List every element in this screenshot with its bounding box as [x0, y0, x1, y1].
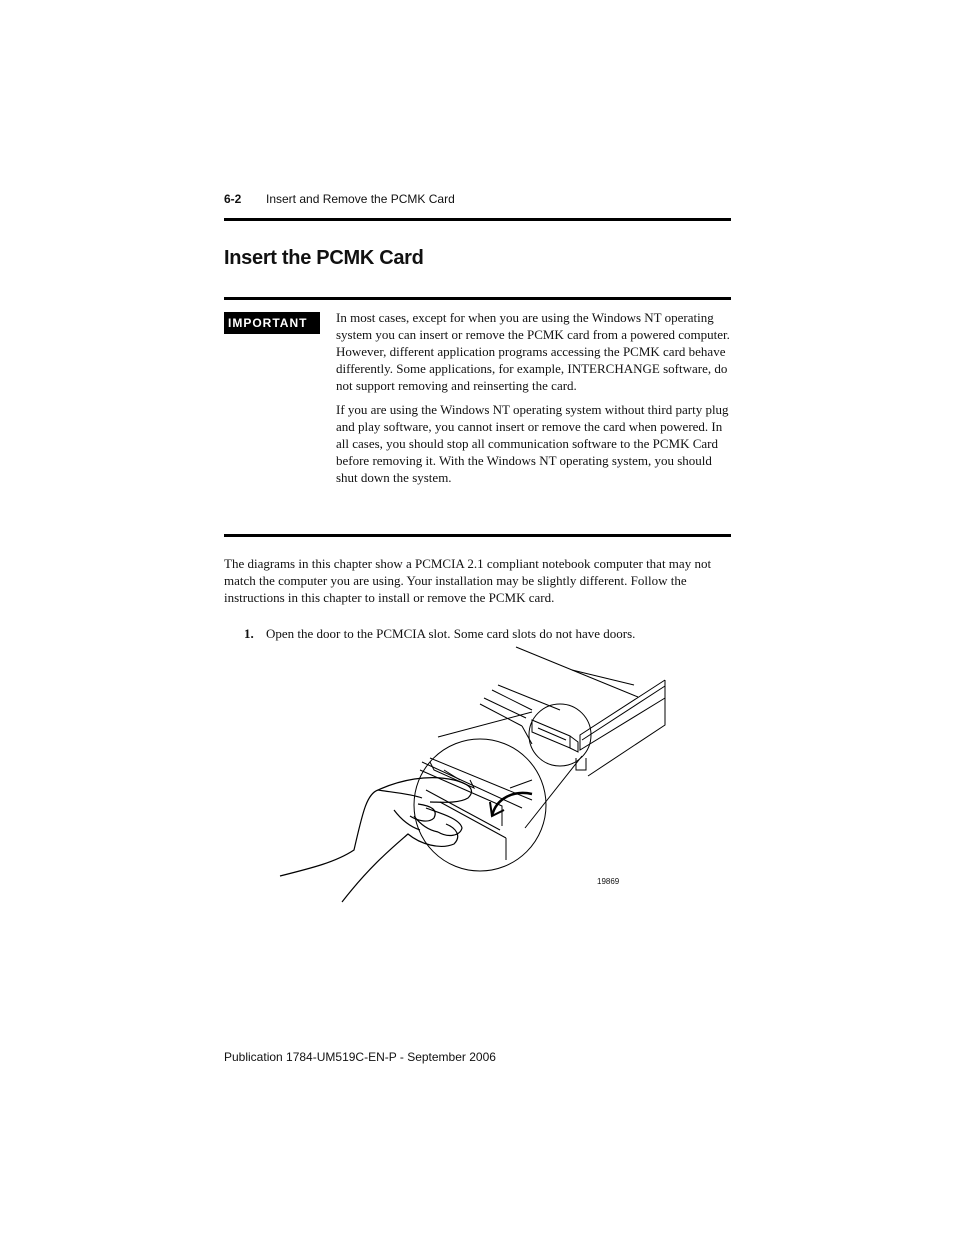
notebook-computer-illustration	[270, 640, 670, 910]
hand-icon	[280, 778, 472, 902]
important-paragraph-2: If you are using the Windows NT operating system without third party plug and play software, you cannot insert or remove the card when powered. In all cases, you should stop all communication software to the PCMK Card before removing it. With the Windows NT operating system, you should shut down the system.	[336, 402, 729, 485]
important-note	[224, 297, 731, 537]
section-title: Insert the PCMK Card	[224, 247, 424, 269]
page-footer: Publication 1784-UM519C-EN-P - September 2006	[224, 1050, 496, 1064]
step-text: Open the door to the PCMCIA slot. Some card slots do not have doors.	[266, 626, 636, 641]
page-number: 6-2	[224, 192, 242, 206]
important-note-text	[336, 309, 732, 493]
page-header	[224, 192, 731, 221]
figure-open-slot-door	[270, 640, 670, 910]
important-paragraph-1: In most cases, except for when you are using the Windows NT operating system you can insert or remove the PCMK card from a powered computer. However, different application programs accessing the PCMK card behave differently. Some applications, for example, INTERCHANGE software, do not support removing and reinserting the card.	[336, 310, 730, 393]
figure-id: 19869	[597, 877, 620, 886]
header-title: Insert and Remove the PCMK Card	[266, 192, 455, 206]
intro-paragraph: The diagrams in this chapter show a PCMCIA 2.1 compliant notebook computer that may not match the computer you are using. Your installation may be slightly different. Follow the instructions in this chapter to install or remove the PCMK card.	[224, 556, 712, 605]
important-badge: IMPORTANT	[224, 312, 320, 334]
step-number: 1.	[244, 626, 254, 641]
